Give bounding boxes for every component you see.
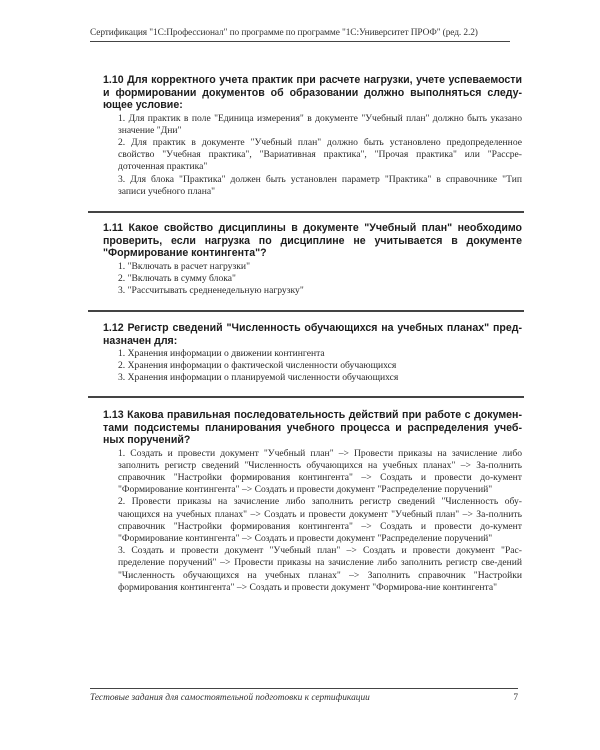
question-block-1-11 [103,222,522,297]
answer-option: 2. Провести приказы на зачисление либо заполнить регистр сведений "Численность обу-чающихся на учебных планах" –> Создать и провести документ "Учебный план" –> За-полнить справочник "Настройки формирования контингента" –> Создать и провести до-кумент "Формирование контингента" –> Создать и провести документ "Распределение поручений" [118,496,522,544]
section-divider [88,211,524,213]
answer-option: 1. Для практик в поле "Единица измерения" в документе "Учебный план" должно быть указано значение "Дни" [118,112,522,136]
answer-option: 1. "Включать в расчет нагрузки" [118,260,250,272]
question-block-1-13 [103,409,522,594]
answer-option: 1. Создать и провести документ "Учебный план" –> Провести приказы на зачисление либо заполнить регистр сведений "Численность обучающихся на учебных планах" –> За-полнить справочник "Настройки формирования контингента" –> Создать и провести до-кумент "Формирование контингента" –> Создать и провести документ "Распределение поручений" [118,447,522,496]
question-title: 1.13 Какова правильная последовательность действий при работе с докумен-тами подсистемы планирования учебного процесса и распределения учеб-ных поручений? [103,409,522,446]
section-divider [88,310,524,312]
question-title: 1.12 Регистр сведений "Численность обучающихся на учебных планах" пред-назначен для: [103,322,522,347]
question-title: 1.10 Для корректного учета практик при расчете нагрузки, учете успеваемости и формировании документов об образовании должно выполняться следу-ющее условие: [103,74,522,111]
question-block-1-12 [103,322,522,385]
section-divider [88,396,524,398]
footer-text: Тестовые задания для самостоятельной подготовки к сертификации [90,693,370,703]
page-number: 7 [513,693,518,703]
answer-option: 3. Для блока "Практика" должен быть установлен параметр "Практика" в справочнике "Тип записи учебного плана" [118,173,522,197]
answer-option: 2. Хранения информации о фактической численности обучающихся [118,360,397,372]
answer-option: 1. Хранения информации о движении контингента [118,348,325,359]
answer-option: 3. Хранения информации о планируемой численности обучающихся [118,372,399,384]
answer-option: 2. "Включать в сумму блока" [118,272,236,284]
question-block-1-10 [103,74,522,198]
answer-option: 3. "Рассчитывать средненедельную нагрузку" [118,284,304,296]
answer-option: 3. Создать и провести документ "Учебный план" –> Создать и провести документ "Рас-пределение поручений" –> Провести приказы на зачисление либо заполнить регистр све-дений "Численность обучающихся на учебных планах" –> Заполнить справочник "Настройки формирования контингента" –> Создать и провести документ "Формирова-ние контингента" [118,545,522,593]
answer-option: 2. Для практик в документе "Учебный план" должно быть установлено предопределенное свойство "Учебная практика", "Вариативная практика", "Прочая практика" или "Рассре-доточенная практика" [118,136,522,173]
page-header: Сертификация "1С:Профессионал" по программе по программе "1С:Университет ПРОФ" (ред. 2.2) [90,28,510,42]
page-footer [90,688,518,703]
question-title: 1.11 Какое свойство дисциплины в документе "Учебный план" необходимо проверить, если нагрузка по дисциплине не учитывается в документе "Формирование контингента"? [103,222,522,259]
